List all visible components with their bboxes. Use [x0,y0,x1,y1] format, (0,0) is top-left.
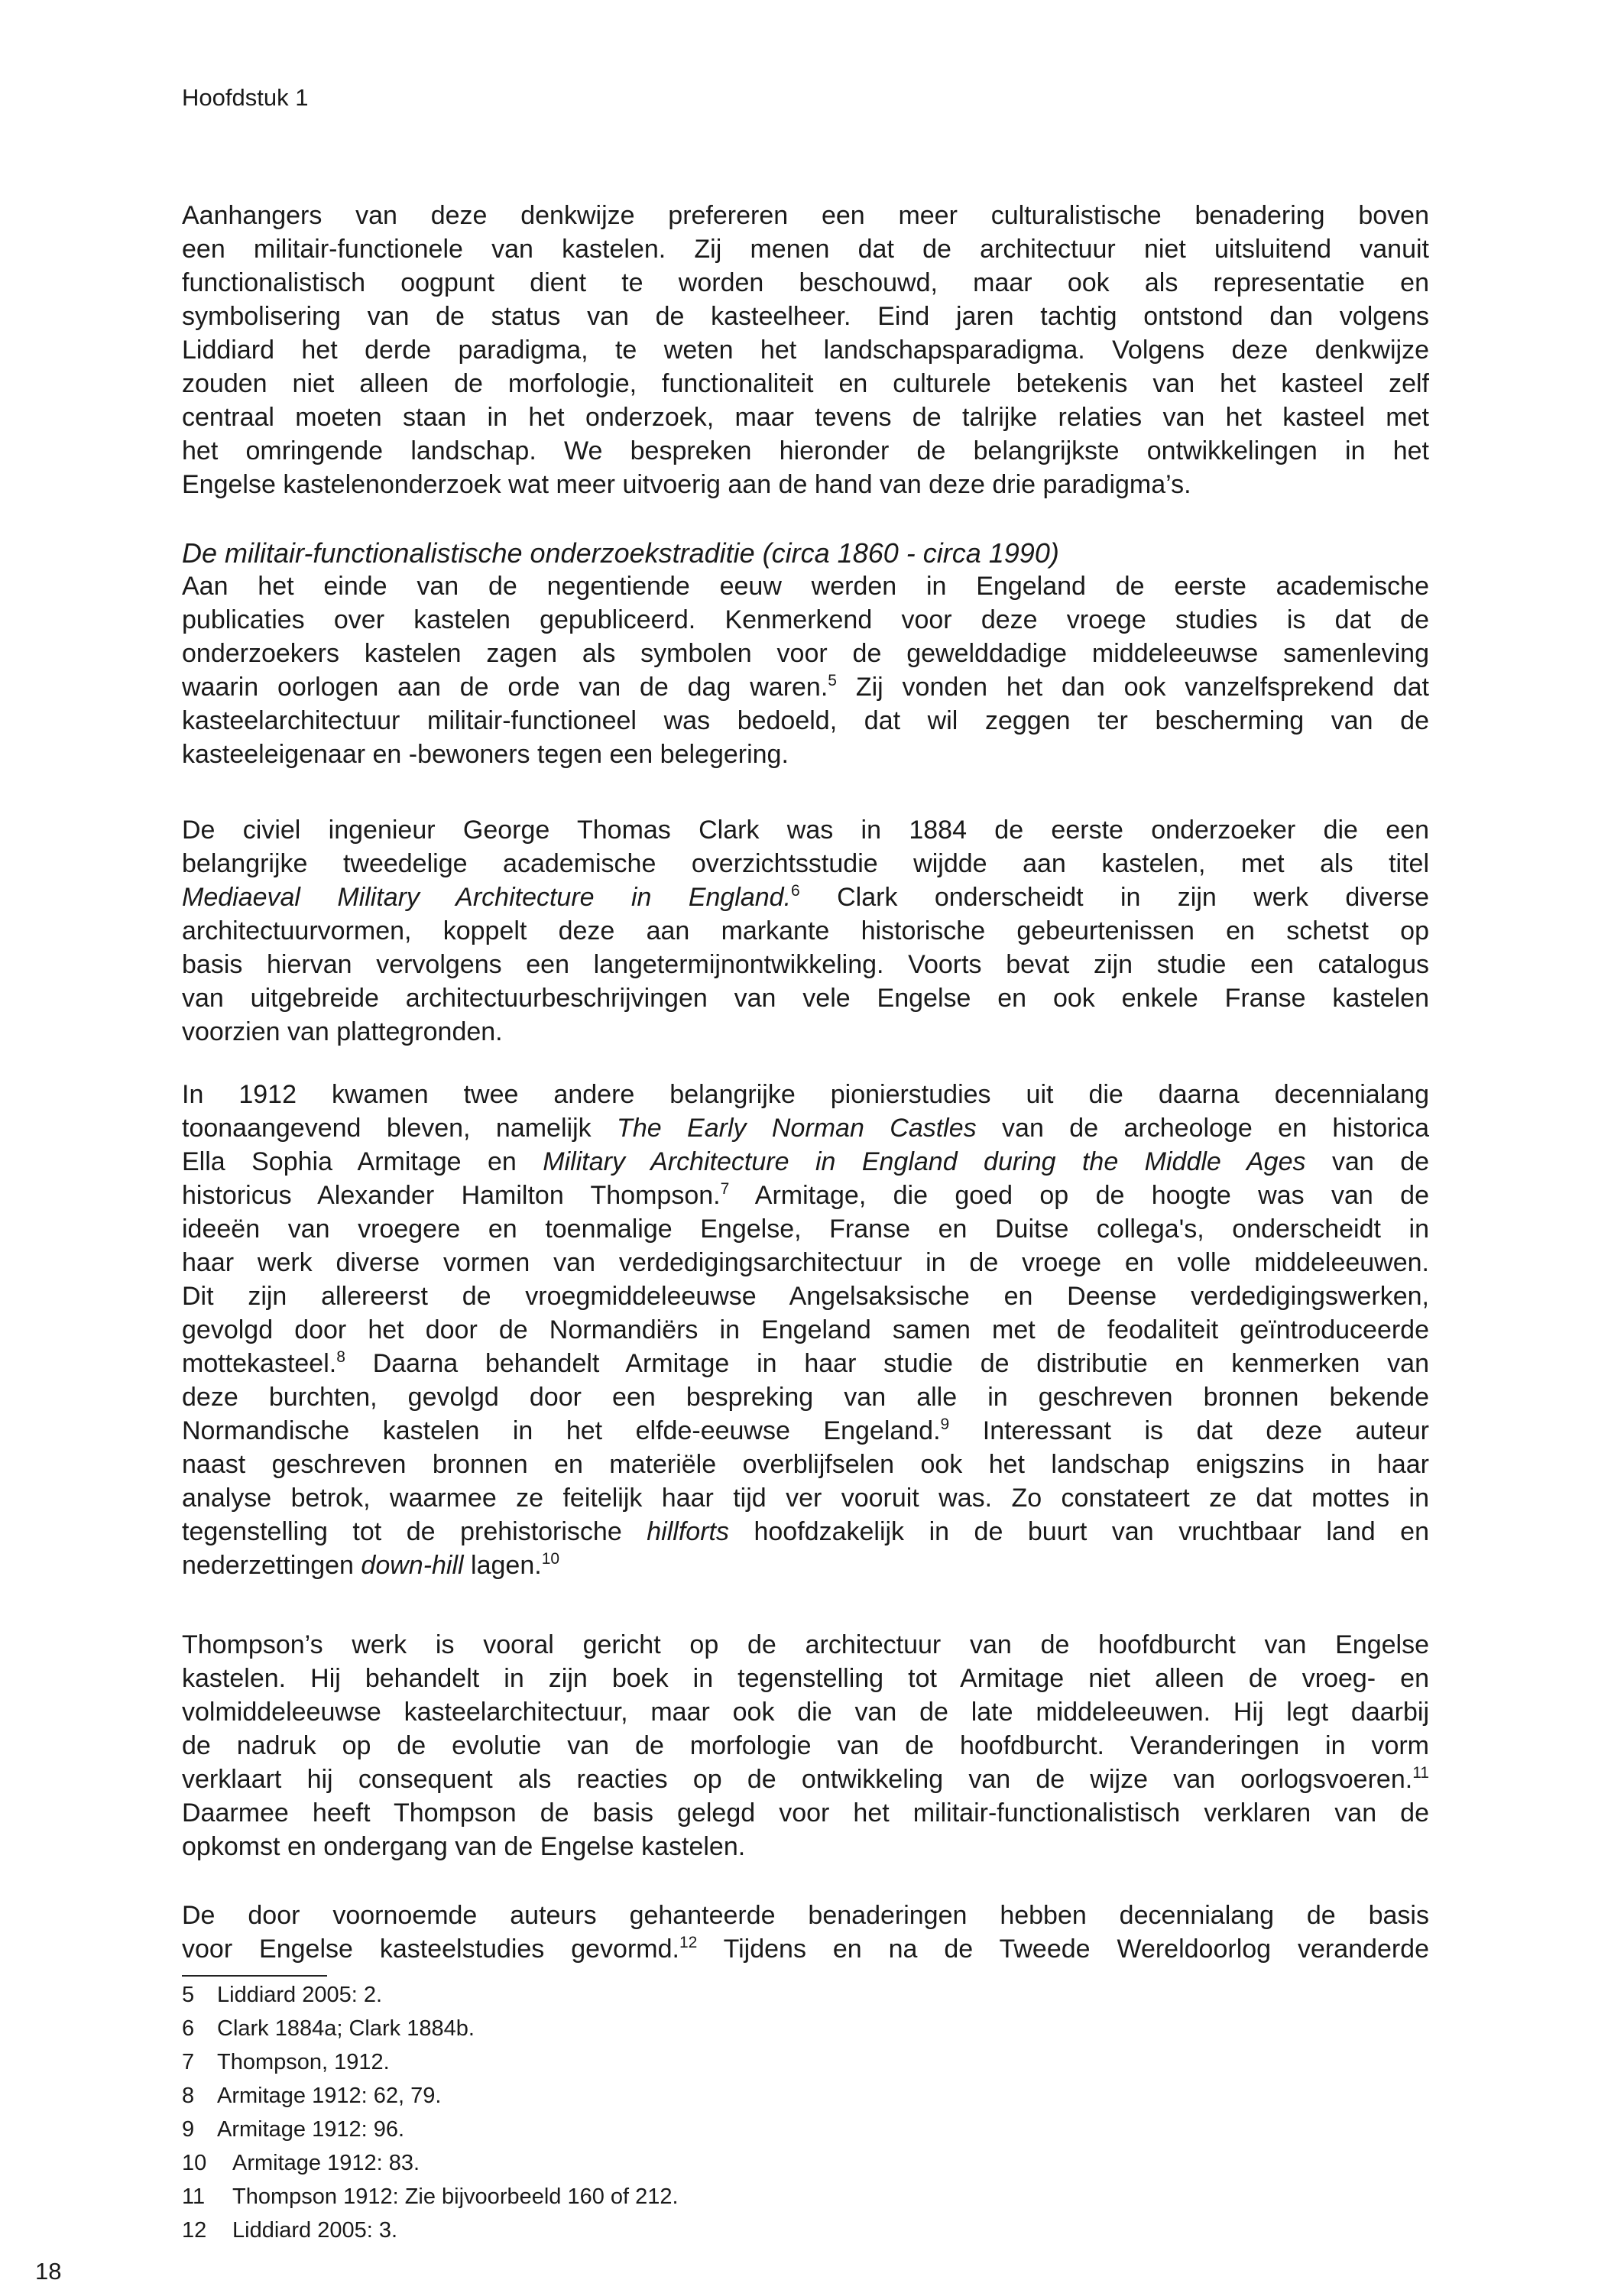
text-segment: waarin oorlogen aan de orde van de dag waren. [182,673,828,702]
footnote-item [182,1978,679,2012]
text-line [182,1111,1429,1145]
italic-title: Military Architecture in England during the Middle Ages [543,1147,1306,1176]
footnote-item [182,2012,679,2045]
text-line: Aanhangers van deze denkwijze prefereren een meer culturalistische benadering boven [182,201,1429,230]
text-line: Dit zijn allereerst de vroegmiddeleeuwse Angelsaksische en Deense verdedigingswerken, [182,1282,1429,1311]
text-line: haar werk diverse vormen van verdedigingsarchitectuur in de vroege en volle middeleeuwen. [182,1248,1429,1277]
text-line [182,1179,1429,1212]
footnote-text: Thompson, 1912. [217,2050,390,2074]
text-line [182,1515,1429,1549]
body-paragraph [182,199,1429,501]
footnote-text: Liddiard 2005: 3. [232,2218,398,2243]
footnote-reference[interactable]: 11 [1412,1764,1429,1782]
text-line: deze burchten, gevolgd door een bespreking van alle in geschreven bronnen bekende [182,1383,1429,1412]
text-line: opkomst en ondergang van de Engelse kastelen. [182,1832,746,1861]
footnotes-list [182,1978,679,2247]
footnote-text: Armitage 1912: 62, 79. [217,2084,442,2108]
text-line: zouden niet alleen de morfologie, functionaliteit en culturele betekenis van het kasteel zelf [182,369,1429,398]
footnote-text: Liddiard 2005: 2. [217,1983,383,2007]
text-line: van uitgebreide architectuurbeschrijvingen van vele Engelse en ook enkele Franse kastelen [182,984,1429,1013]
text-line: Liddiard het derde paradigma, te weten het landschapsparadigma. Volgens deze denkwijze [182,336,1429,365]
footnote-reference[interactable]: 9 [940,1416,950,1433]
italic-title: down-hill [361,1551,464,1580]
page-number: 18 [35,2258,62,2285]
text-line: kasteelarchitectuur militair-functioneel was bedoeld, dat wil zeggen ter bescherming van de [182,706,1429,735]
text-line: belangrijke tweedelige academische overzichtsstudie wijdde aan kastelen, met als titel [182,849,1429,878]
text-line: De door voornoemde auteurs gehanteerde benaderingen hebben decennialang de basis [182,1901,1429,1930]
footnote-item [182,2079,679,2113]
text-segment: Clark onderscheidt in zijn werk diverse [799,883,1429,912]
text-segment: voor Engelse kasteelstudies gevormd. [182,1935,679,1964]
footnote-reference[interactable]: 5 [828,672,837,689]
text-line: architectuurvormen, koppelt deze aan markante historische gebeurtenissen en schetst op [182,916,1429,945]
text-segment: van de archeologe en historica [976,1114,1430,1143]
text-segment: historicus Alexander Hamilton Thompson. [182,1181,721,1210]
footnote-text: Thompson 1912: Zie bijvoorbeeld 160 of 212. [232,2184,679,2209]
footnote-reference[interactable]: 10 [541,1550,560,1568]
text-segment: hoofdzakelijk in de buurt van vruchtbaar land en [728,1517,1429,1546]
text-line: analyse betrok, waarmee ze feitelijk haar tijd ver vooruit was. Zo constateert ze dat mottes in [182,1484,1429,1513]
footnote-number: 8 [182,2084,195,2108]
text-line: gevolgd door het door de Normandiërs in Engeland samen met de feodaliteit geïntroduceerde [182,1315,1429,1344]
footnote-number: 7 [182,2050,195,2074]
text-segment: Armitage, die goed op de hoogte was van de [729,1181,1429,1210]
text-segment: toonaangevend bleven, namelijk [182,1114,618,1143]
text-segment: Ella Sophia Armitage en [182,1147,543,1176]
text-line: voorzien van plattegronden. [182,1017,503,1046]
text-segment: verklaart hij consequent als reacties op de ontwikkeling van de wijze van oorlogsvoeren. [182,1765,1413,1794]
footnote-item [182,2180,679,2214]
footnote-reference[interactable]: 7 [720,1180,730,1198]
text-line: de nadruk op de evolutie van de morfologie van de hoofdburcht. Veranderingen in vorm [182,1731,1429,1760]
running-header: Hoofdstuk 1 [182,84,309,111]
text-line: onderzoekers kastelen zagen als symbolen voor de gewelddadige middeleeuwse samenleving [182,639,1429,668]
italic-title: hillforts [647,1517,729,1546]
text-line: ideeën van vroegere en toenmalige Engelse, Franse en Duitse collega's, onderscheidt in [182,1215,1429,1244]
text-line: volmiddeleeuwse kasteelarchitectuur, maar ook die van de late middeleeuwen. Hij legt daarbij [182,1698,1429,1727]
text-segment: Normandische kastelen in het elfde-eeuwse Engeland. [182,1416,941,1445]
text-segment: Zij vonden het dan ook vanzelfsprekend dat [836,673,1429,702]
text-segment: nederzettingen [182,1551,361,1580]
body-paragraph [182,813,1429,1049]
text-line: symbolisering van de status van de kasteelheer. Eind jaren tachtig ontstond dan volgens [182,302,1429,331]
text-line [182,670,1429,704]
body-paragraph [182,1078,1429,1582]
footnote-number: 9 [182,2117,195,2142]
text-line: naast geschreven bronnen en materiële overblijfselen ook het landschap enigszins in haar [182,1450,1429,1479]
footnote-reference[interactable]: 12 [679,1934,698,1951]
footnote-number: 12 [182,2218,207,2243]
text-line: functionalistisch oogpunt dient te worden beschouwd, maar ook als representatie en [182,268,1429,297]
text-line [182,1347,1429,1380]
text-segment: van de [1305,1147,1430,1176]
footnote-number: 6 [182,2016,195,2041]
text-line [182,1932,1429,1966]
text-line [182,881,1429,914]
footnote-text: Armitage 1912: 96. [217,2117,405,2142]
text-segment: tegenstelling tot de prehistorische [182,1517,647,1546]
footnote-text: Clark 1884a; Clark 1884b. [217,2016,475,2041]
body-paragraph [182,569,1429,771]
section-heading: De militair-functionalistische onderzoekstraditie (circa 1860 - circa 1990) [182,537,1059,569]
text-line: De civiel ingenieur George Thomas Clark was in 1884 de eerste onderzoeker die een [182,816,1429,845]
body-paragraph [182,1899,1429,1966]
text-segment: mottekasteel. [182,1349,337,1378]
footnote-number: 5 [182,1983,195,2007]
footnote-reference[interactable]: 8 [336,1348,345,1366]
text-segment: Tijdens en na de Tweede Wereldoorlog veranderde [697,1935,1429,1964]
italic-title: The Early Norman Castles [617,1114,977,1143]
footnote-item [182,2146,679,2180]
italic-title: Mediaeval Military Architecture in England. [182,883,792,912]
footnote-divider [182,1975,327,1977]
text-line: Thompson’s werk is vooral gericht op de architectuur van de hoofdburcht van Engelse [182,1630,1429,1659]
footnote-item [182,2113,679,2146]
text-line: basis hiervan vervolgens een langetermijnontwikkeling. Voorts bevat zijn studie een catalogus [182,950,1429,979]
text-line: Daarmee heeft Thompson de basis gelegd voor het militair-functionalistisch verklaren van de [182,1798,1429,1828]
body-paragraph [182,1628,1429,1863]
text-line: een militair-functionele van kastelen. Zij menen dat de architectuur niet uitsluitend vanuit [182,235,1429,264]
text-segment: lagen. [463,1551,542,1580]
text-line: centraal moeten staan in het onderzoek, maar tevens de talrijke relaties van het kasteel met [182,403,1429,432]
text-line [182,1145,1429,1179]
text-line: Aan het einde van de negentiende eeuw werden in Engeland de eerste academische [182,572,1429,601]
text-line [182,1549,1429,1582]
footnote-number: 10 [182,2151,207,2175]
footnote-number: 11 [182,2184,206,2209]
text-segment: Daarna behandelt Armitage in haar studie de distributie en kenmerken van [345,1349,1429,1378]
footnote-item [182,2214,679,2247]
text-line [182,1414,1429,1448]
text-line: kastelen. Hij behandelt in zijn boek in tegenstelling tot Armitage niet alleen de vroeg- en [182,1664,1429,1693]
text-line: In 1912 kwamen twee andere belangrijke pionierstudies uit die daarna decennialang [182,1080,1429,1109]
text-line: publicaties over kastelen gepubliceerd. Kenmerkend voor deze vroege studies is dat de [182,605,1429,634]
footnote-reference[interactable]: 6 [791,882,800,900]
text-segment: Interessant is dat deze auteur [949,1416,1429,1445]
footnote-text: Armitage 1912: 83. [232,2151,420,2175]
text-line: het omringende landschap. We bespreken hieronder de belangrijkste ontwikkelingen in het [182,436,1429,465]
text-line: kasteeleigenaar en -bewoners tegen een belegering. [182,740,789,769]
text-line: Engelse kastelenonderzoek wat meer uitvoerig aan de hand van deze drie paradigma’s. [182,470,1191,499]
text-line [182,1763,1429,1796]
footnote-item [182,2045,679,2079]
